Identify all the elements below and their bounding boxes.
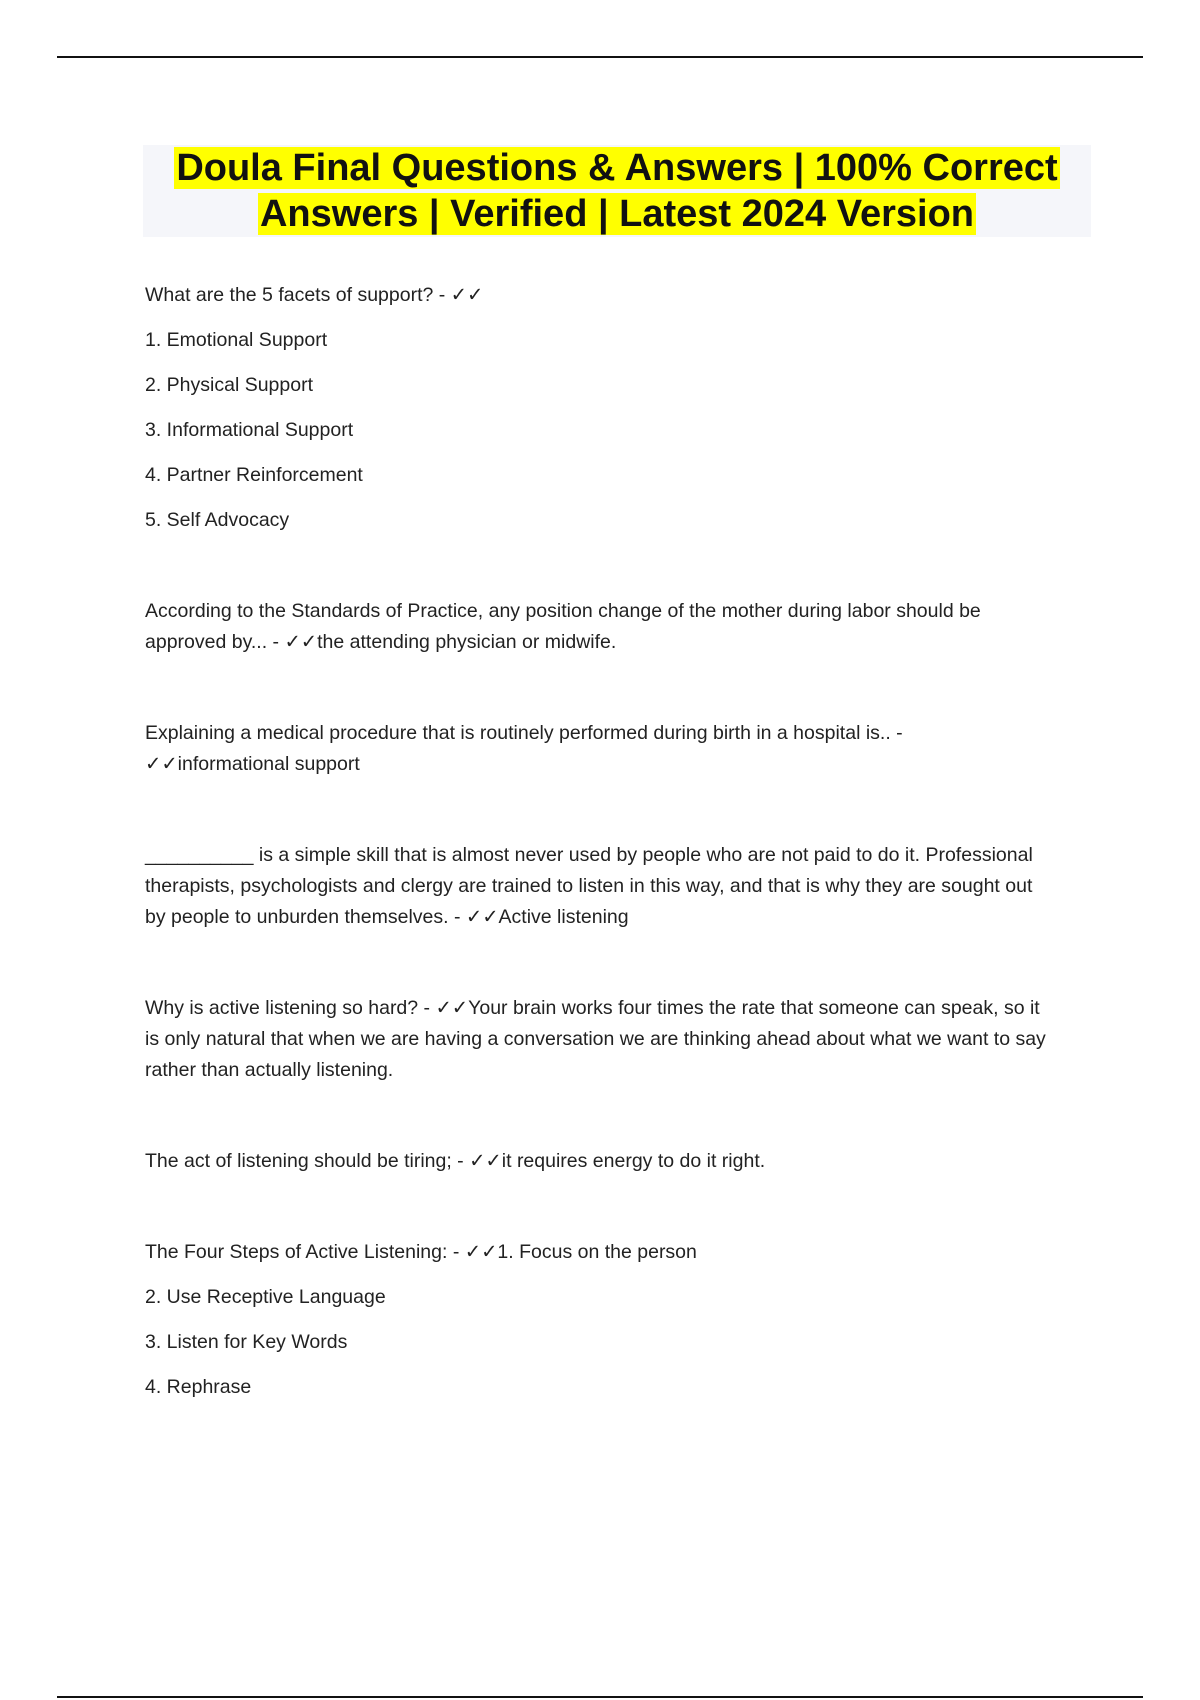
qa-line: According to the Standards of Practice, any position change of the mother during labor should be [145, 600, 981, 622]
list-item: 4. Partner Reinforcement [145, 464, 363, 486]
qa-line: Explaining a medical procedure that is routinely performed during birth in a hospital is.. - [145, 722, 903, 744]
list-item: 2. Use Receptive Language [145, 1286, 386, 1308]
qa-informational-support [145, 721, 1095, 776]
footer-rule [57, 1696, 1143, 1698]
qa-standards-of-practice [145, 599, 1095, 654]
qa-active-listening-definition [145, 843, 1095, 929]
qa-line: is only natural that when we are having a conversation we are thinking ahead about what we want to say [145, 1028, 1046, 1050]
list-item: 3. Listen for Key Words [145, 1331, 348, 1353]
qa-four-steps [145, 1240, 1095, 1399]
qa-line: Why is active listening so hard? - ✓✓Your brain works four times the rate that someone can speak, so it [145, 997, 1040, 1019]
header-rule [57, 56, 1143, 58]
list-item: 1. Emotional Support [145, 329, 328, 351]
qa-listening-tiring [145, 1149, 1095, 1173]
qa-line: __________ is a simple skill that is almost never used by people who are not paid to do it. Professional [145, 844, 1033, 866]
qa-line: The act of listening should be tiring; - ✓✓it requires energy to do it right. [145, 1150, 766, 1172]
list-item: 5. Self Advocacy [145, 509, 290, 531]
qa-line: approved by... - ✓✓the attending physician or midwife. [145, 631, 617, 653]
qa-why-listening-hard [145, 996, 1095, 1082]
question-text: The Four Steps of Active Listening: - ✓✓1. Focus on the person [145, 1241, 697, 1263]
qa-line: by people to unburden themselves. - ✓✓Active listening [145, 906, 629, 928]
qa-line: therapists, psychologists and clergy are trained to listen in this way, and that is why they are sought out [145, 875, 1033, 897]
question-text: What are the 5 facets of support? - ✓✓ [145, 284, 484, 306]
qa-content [145, 283, 1095, 1399]
qa-facets-of-support [145, 283, 1095, 532]
list-item: 4. Rephrase [145, 1376, 252, 1398]
title-line-2: Answers | Verified | Latest 2024 Version [259, 193, 975, 235]
qa-line: ✓✓informational support [145, 753, 360, 775]
list-item: 2. Physical Support [145, 374, 314, 396]
title-line-1: Doula Final Questions & Answers | 100% Correct [176, 147, 1058, 189]
list-item: 3. Informational Support [145, 419, 354, 441]
document-title [143, 145, 1091, 237]
qa-line: rather than actually listening. [145, 1059, 394, 1081]
